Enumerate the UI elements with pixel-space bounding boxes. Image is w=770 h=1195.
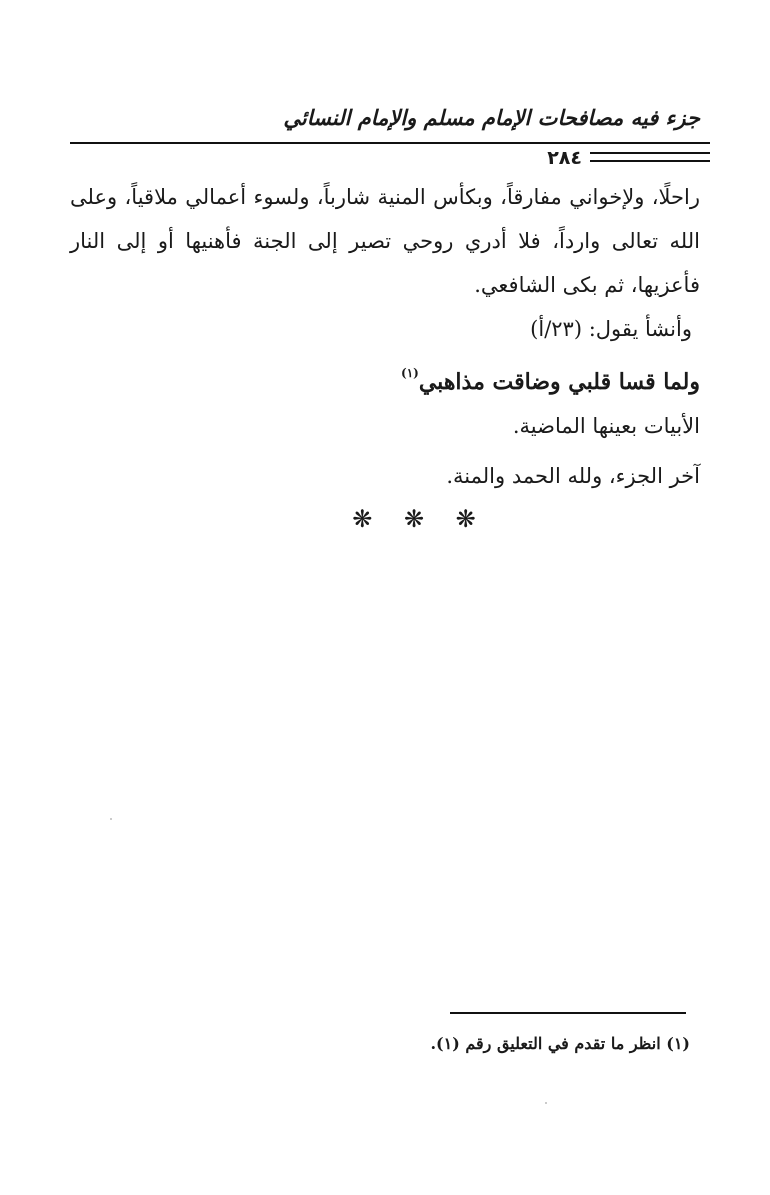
running-header bbox=[60, 106, 710, 169]
verse-line bbox=[70, 351, 700, 404]
main-text bbox=[70, 175, 700, 536]
footnote-marker: (١) bbox=[401, 366, 419, 380]
paragraph: وأنشأ يقول: (٢٣/أ) bbox=[530, 317, 692, 341]
section-separator: ❋ ❋ ❋ bbox=[352, 505, 488, 533]
header-title: جزء فيه مصافحات الإمام مسلم والإمام النسائي bbox=[283, 106, 700, 130]
footnote: (١) انظر ما تقدم في التعليق رقم (١). bbox=[430, 1034, 690, 1053]
header-rule bbox=[70, 142, 710, 144]
verse-text: ولما قسا قلبي وضاقت مذاهبي bbox=[418, 369, 700, 395]
paragraph: راحلًا، ولإخواني مفارقاً، وبكأس المنية شارباً، ولسوء أعمالي ملاقياً، وعلى الله تعالى وارداً، فلا أدري روحي تصير إلى الجنة فأهنيها أو إلى النار فأعزيها، ثم بكى الشافعي. bbox=[70, 185, 700, 297]
paragraph: الأبيات بعينها الماضية. bbox=[512, 414, 700, 438]
page-number: ٢٨٤ bbox=[547, 147, 582, 169]
scan-speck bbox=[110, 818, 112, 820]
scan-speck bbox=[545, 1102, 547, 1104]
header-double-rule-right bbox=[590, 152, 710, 162]
paragraph: آخر الجزء، ولله الحمد والمنة. bbox=[446, 464, 700, 488]
header-page-number-row bbox=[70, 148, 710, 168]
footnote-rule bbox=[450, 1012, 686, 1014]
